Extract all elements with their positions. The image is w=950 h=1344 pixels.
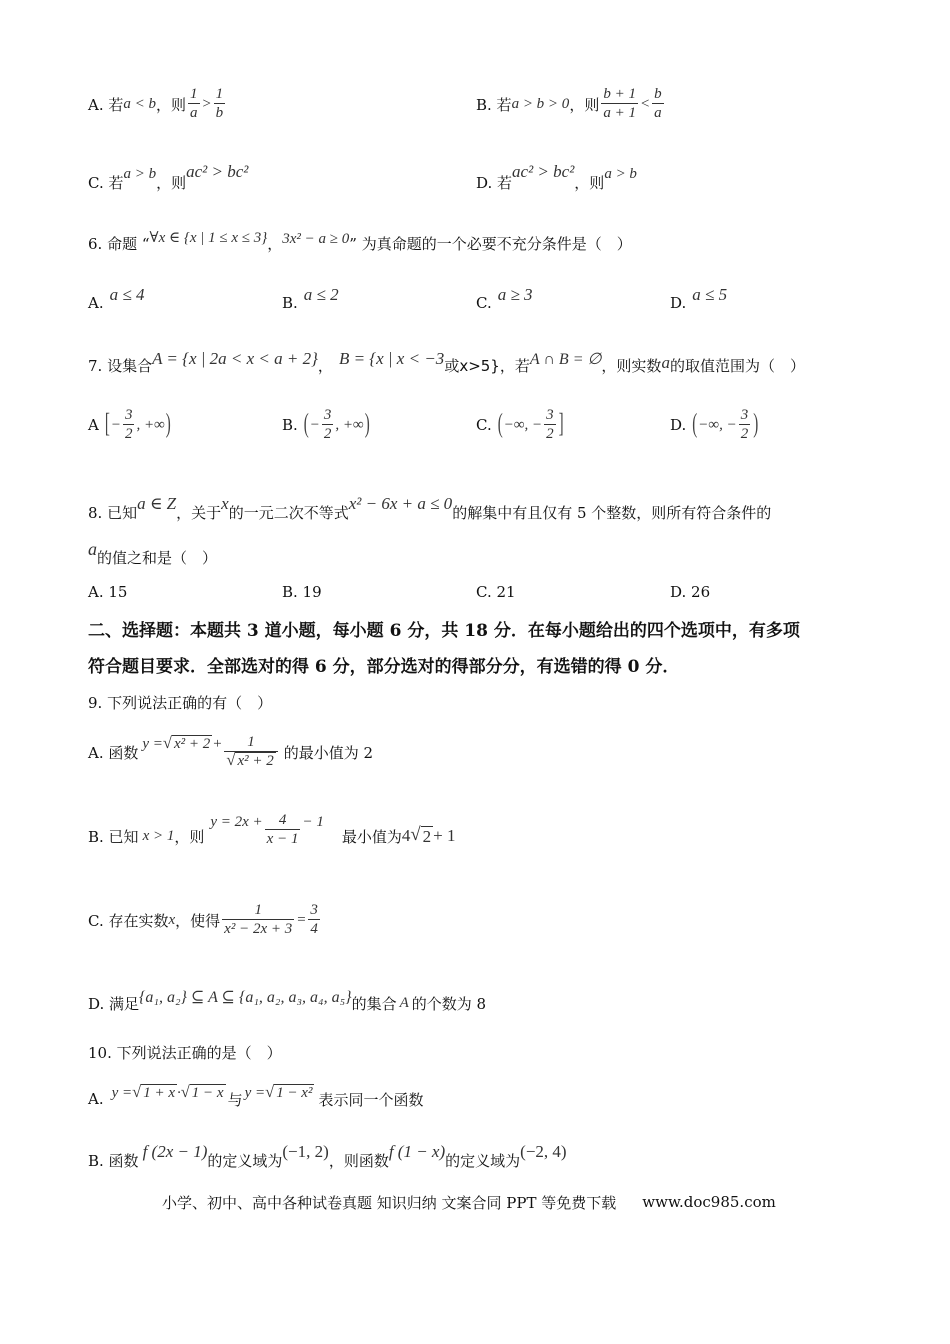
q8-stem-start: 8. 已知 bbox=[88, 503, 138, 522]
q9-a-plus: + bbox=[212, 735, 223, 752]
q7-stem-start: 7. 设集合 bbox=[88, 356, 153, 375]
q9-a-tail: 的最小值为 2 bbox=[283, 743, 374, 762]
q7-d-close: ) bbox=[753, 409, 759, 439]
q7-tail2: ，则实数 bbox=[601, 356, 662, 375]
q10-b-mid3: 的定义域为 bbox=[445, 1151, 521, 1170]
q9-a-expr-start: y = bbox=[142, 735, 163, 752]
q7-option-d[interactable] bbox=[670, 400, 759, 450]
q5-a-rel: > bbox=[201, 95, 212, 112]
q9-c-r-num: 3 bbox=[310, 902, 318, 919]
q10-stem bbox=[88, 1040, 282, 1064]
q10-a-expr-start: y = bbox=[111, 1084, 133, 1101]
q5-d-label: D. 若 bbox=[476, 173, 513, 192]
q6-stem-end: ” 为真命题的一个必要不充分条件是（ ） bbox=[349, 234, 632, 253]
q8-mid2: 的一元二次不等式 bbox=[228, 503, 349, 522]
section2-heading-line2 bbox=[88, 650, 679, 678]
q7-b-num: 3 bbox=[323, 407, 332, 424]
q6-d-expr: a ≤ 5 bbox=[692, 285, 728, 304]
q9-b-cond: x > 1 bbox=[142, 827, 175, 844]
q5-option-d[interactable] bbox=[476, 164, 637, 200]
q7-or-text: 或x>5} bbox=[444, 356, 500, 375]
q6-d-label: D. bbox=[670, 294, 687, 312]
q7-d-open: ( bbox=[692, 409, 698, 439]
q9-b-num: 4 bbox=[278, 812, 287, 829]
q5-d-cond: ac² > bc² bbox=[512, 162, 575, 181]
q9-a-rad1: x² + 2 bbox=[173, 735, 211, 752]
q10-option-a[interactable] bbox=[88, 1076, 423, 1110]
q9-c-label: C. 存在实数 bbox=[88, 911, 169, 930]
q8-option-a[interactable] bbox=[88, 580, 127, 604]
q7-option-b[interactable] bbox=[282, 400, 371, 450]
q9-c-sep: ，使得 bbox=[175, 911, 221, 930]
q5-b-r-num: b bbox=[654, 86, 662, 103]
q7-tail3: 的取值范围为（ ） bbox=[669, 356, 805, 375]
footer-left-text: 小学、初中、高中各种试卷真题 知识归纳 文案合同 PPT 等免费下载 bbox=[162, 1193, 617, 1212]
footer-url[interactable]: www.doc985.com bbox=[642, 1193, 776, 1211]
q5-b-label: B. 若 bbox=[476, 95, 512, 114]
q5-d-sep: ，则 bbox=[574, 173, 605, 192]
q10-b-f2: f (1 − x) bbox=[388, 1142, 446, 1161]
q9-c-den: x² − 2x + 3 bbox=[224, 920, 293, 937]
q7-c-open: ( bbox=[497, 409, 503, 439]
q5-d-result: a > b bbox=[604, 165, 637, 182]
q7-b-close: ) bbox=[364, 409, 370, 439]
section2-line1: 二、选择题：本题共 3 道小题，每小题 6 分，共 18 分．在每小题给出的四个选项中，有多项 bbox=[88, 620, 800, 641]
q5-b-sep: ，则 bbox=[569, 95, 600, 114]
q9-b-val-rad: 2 bbox=[422, 826, 432, 846]
q7-c-close: ] bbox=[558, 409, 564, 439]
section2-line2: 符合题目要求．全部选对的得 6 分，部分选对的得部分分，有选错的得 0 分． bbox=[88, 656, 680, 677]
q8-mid3: 的解集中有且仅有 5 个整数，则所有符合条件的 bbox=[452, 503, 772, 522]
q7-c-num: 3 bbox=[546, 407, 554, 424]
q9-b-val-pre: 4 bbox=[401, 826, 411, 845]
q7-a-open: [ bbox=[104, 409, 110, 439]
q9-c-var: x bbox=[168, 911, 176, 928]
q8-b-text: B. 19 bbox=[282, 583, 322, 601]
q9-option-a[interactable] bbox=[88, 724, 373, 780]
q10-a-expr2: y = bbox=[244, 1084, 266, 1101]
q5-c-label: C. 若 bbox=[88, 173, 124, 192]
q7-c-label: C. bbox=[476, 416, 492, 434]
q8-c-text: C. 21 bbox=[476, 583, 516, 601]
q8-line2-var: a bbox=[88, 538, 97, 559]
q8-line2-text: 的值之和是（ ） bbox=[97, 548, 218, 567]
q6-b-expr: a ≤ 2 bbox=[303, 285, 339, 304]
sqrt-icon: √ bbox=[265, 1081, 275, 1101]
q10-a-rad1: 1 + x bbox=[143, 1084, 175, 1101]
q9-a-label: A. 函数 bbox=[88, 743, 139, 762]
q9-option-d[interactable] bbox=[88, 980, 486, 1014]
q10-b-d1: (−1, 2) bbox=[282, 1142, 329, 1161]
q9-b-den: x − 1 bbox=[266, 830, 299, 847]
q5-c-result: ac² > bc² bbox=[186, 162, 249, 181]
sqrt-icon: √ bbox=[162, 732, 172, 752]
q5-a-cond: a < b bbox=[123, 95, 156, 112]
q10-b-mid1: 的定义域为 bbox=[207, 1151, 283, 1170]
q6-c-label: C. bbox=[476, 294, 492, 312]
q7-cond: A ∩ B = ∅ bbox=[529, 351, 602, 368]
q7-a-right: , +∞ bbox=[136, 416, 165, 433]
q8-stem-line1 bbox=[88, 486, 771, 522]
q9-d-label: D. 满足 bbox=[88, 994, 140, 1013]
q5-option-b[interactable] bbox=[476, 78, 666, 130]
q9-c-num: 1 bbox=[254, 902, 262, 919]
q5-a-rhs-den: b bbox=[215, 104, 224, 121]
q7-comma: ， bbox=[317, 356, 333, 375]
q9-b-label: B. 已知 bbox=[88, 827, 139, 846]
q10-a-label: A. bbox=[88, 1090, 104, 1108]
q7-set-a: A = {x | 2a < x < a + 2} bbox=[152, 349, 318, 368]
q10-b-label: B. 函数 bbox=[88, 1151, 139, 1170]
sqrt-icon: √ bbox=[226, 749, 236, 769]
q7-a-den: 2 bbox=[124, 425, 133, 442]
q7-d-label: D. bbox=[670, 416, 687, 434]
q7-b-den: 2 bbox=[323, 425, 332, 442]
q8-option-b[interactable] bbox=[282, 580, 322, 604]
q7-option-c[interactable] bbox=[476, 400, 565, 450]
q5-a-rhs-num: 1 bbox=[215, 86, 224, 103]
q8-a-text: A. 15 bbox=[88, 583, 128, 601]
q9-d-var: A bbox=[399, 994, 409, 1011]
q9-d-mid: 的集合 bbox=[351, 994, 397, 1013]
q5-a-sep: ，则 bbox=[156, 95, 187, 114]
q5-a-lhs-num: 1 bbox=[190, 86, 198, 103]
q9-option-b[interactable] bbox=[88, 808, 455, 864]
q5-b-r-den: a bbox=[654, 104, 662, 121]
q8-option-c[interactable] bbox=[476, 580, 516, 604]
q5-b-rel: < bbox=[639, 95, 651, 112]
q9-c-eq: = bbox=[296, 911, 307, 928]
q9-d-expr: {a₁, a₂} ⊆ A ⊆ {a₁, a₂, a₃, a₄, a₅} bbox=[139, 989, 352, 1006]
q6-option-d[interactable] bbox=[670, 280, 727, 310]
q5-b-l-den: a + 1 bbox=[603, 104, 636, 121]
sqrt-icon: √ bbox=[180, 1081, 190, 1101]
q5-c-cond: a > b bbox=[123, 165, 157, 182]
q7-b-open: ( bbox=[303, 409, 309, 439]
q5-c-sep: ，则 bbox=[156, 173, 187, 192]
q10-a-rad3: 1 − x² bbox=[276, 1084, 313, 1101]
q9-b-val-post: + 1 bbox=[433, 826, 456, 845]
q10-b-d2: (−2, 4) bbox=[520, 1142, 567, 1161]
q7-tail1: ，若 bbox=[499, 356, 530, 375]
q10-a-dot: · bbox=[176, 1084, 181, 1101]
q7-c-den: 2 bbox=[546, 425, 554, 442]
q9-b-expr-start: y = 2x + bbox=[210, 813, 263, 830]
q7-d-left: −∞, − bbox=[698, 416, 737, 433]
q10-option-b[interactable] bbox=[88, 1134, 567, 1170]
q9-stem bbox=[88, 690, 272, 714]
q6-stem-start: 6. 命题 “ bbox=[88, 234, 150, 253]
q10-a-tail: 表示同一个函数 bbox=[318, 1090, 424, 1109]
q7-set-b: B = {x | x < −3 bbox=[338, 349, 445, 368]
q8-option-d[interactable] bbox=[670, 580, 710, 604]
q8-mid1: ，关于 bbox=[176, 503, 222, 522]
q9-a-rad2: x² + 2 bbox=[237, 752, 274, 769]
q9-b-tail: 最小值为 bbox=[341, 827, 402, 846]
q7-c-left: −∞, − bbox=[503, 416, 543, 433]
q6-a-label: A. bbox=[88, 294, 104, 312]
q7-b-right: , +∞ bbox=[335, 416, 364, 433]
q10-b-f1: f (2x − 1) bbox=[142, 1142, 208, 1161]
q9-option-c[interactable] bbox=[88, 892, 322, 948]
q9-b-sep: ，则 bbox=[174, 827, 205, 846]
q10-a-rad2: 1 − x bbox=[191, 1084, 224, 1101]
q7-a-num: 3 bbox=[124, 407, 133, 424]
q10-a-mid: 与 bbox=[227, 1090, 243, 1109]
q6-ineq: 3x² − a ≥ 0 bbox=[282, 230, 350, 247]
sqrt-icon: √ bbox=[132, 1081, 142, 1101]
q9-c-r-den: 4 bbox=[310, 920, 318, 937]
q5-a-label: A. 若 bbox=[88, 95, 124, 114]
q6-comma: ， bbox=[267, 234, 283, 253]
q9-b-expr-end: − 1 bbox=[302, 813, 324, 830]
q7-stem bbox=[88, 342, 805, 376]
q6-a-expr: a ≤ 4 bbox=[109, 285, 145, 304]
q10-stem-text: 10. 下列说法正确的是（ ） bbox=[88, 1043, 282, 1062]
q8-stem-line2 bbox=[88, 538, 217, 568]
q6-stem bbox=[88, 228, 632, 258]
q6-set: ∀x ∈ {x | 1 ≤ x ≤ 3} bbox=[149, 229, 268, 246]
q9-a-num: 1 bbox=[247, 734, 255, 751]
q6-option-b[interactable] bbox=[282, 280, 339, 310]
q9-stem-text: 9. 下列说法正确的有（ ） bbox=[88, 693, 273, 712]
q10-b-mid2: ，则函数 bbox=[328, 1151, 389, 1170]
q7-d-num: 3 bbox=[740, 407, 749, 424]
q7-d-den: 2 bbox=[740, 425, 749, 442]
q7-var: a bbox=[661, 353, 670, 372]
q7-option-a[interactable] bbox=[88, 400, 172, 450]
q7-a-label: A bbox=[88, 416, 99, 434]
section2-heading-line1 bbox=[88, 614, 800, 642]
sqrt-icon: √ bbox=[410, 823, 421, 845]
q9-d-tail: 的个数为 8 bbox=[411, 994, 487, 1013]
q5-b-l-num: b + 1 bbox=[603, 86, 636, 103]
q5-a-lhs-den: a bbox=[190, 104, 198, 121]
page-footer bbox=[162, 1190, 776, 1214]
q7-a-left: − bbox=[110, 416, 121, 433]
q8-ineq: x² − 6x + a ≤ 0 bbox=[348, 494, 453, 513]
q6-option-a[interactable] bbox=[88, 280, 144, 310]
q6-b-label: B. bbox=[282, 294, 298, 312]
q7-b-left: − bbox=[309, 416, 320, 433]
q8-var: x bbox=[221, 494, 229, 513]
q6-option-c[interactable] bbox=[476, 280, 533, 310]
q6-c-expr: a ≥ 3 bbox=[497, 285, 533, 304]
q7-a-close: ) bbox=[165, 409, 171, 439]
q5-option-c[interactable] bbox=[88, 164, 248, 200]
q5-b-cond: a > b > 0 bbox=[511, 95, 570, 112]
q5-option-a[interactable] bbox=[88, 78, 227, 130]
q8-d-text: D. 26 bbox=[670, 583, 711, 601]
q8-cond: a ∈ Z bbox=[137, 494, 177, 513]
q7-b-label: B. bbox=[282, 416, 298, 434]
